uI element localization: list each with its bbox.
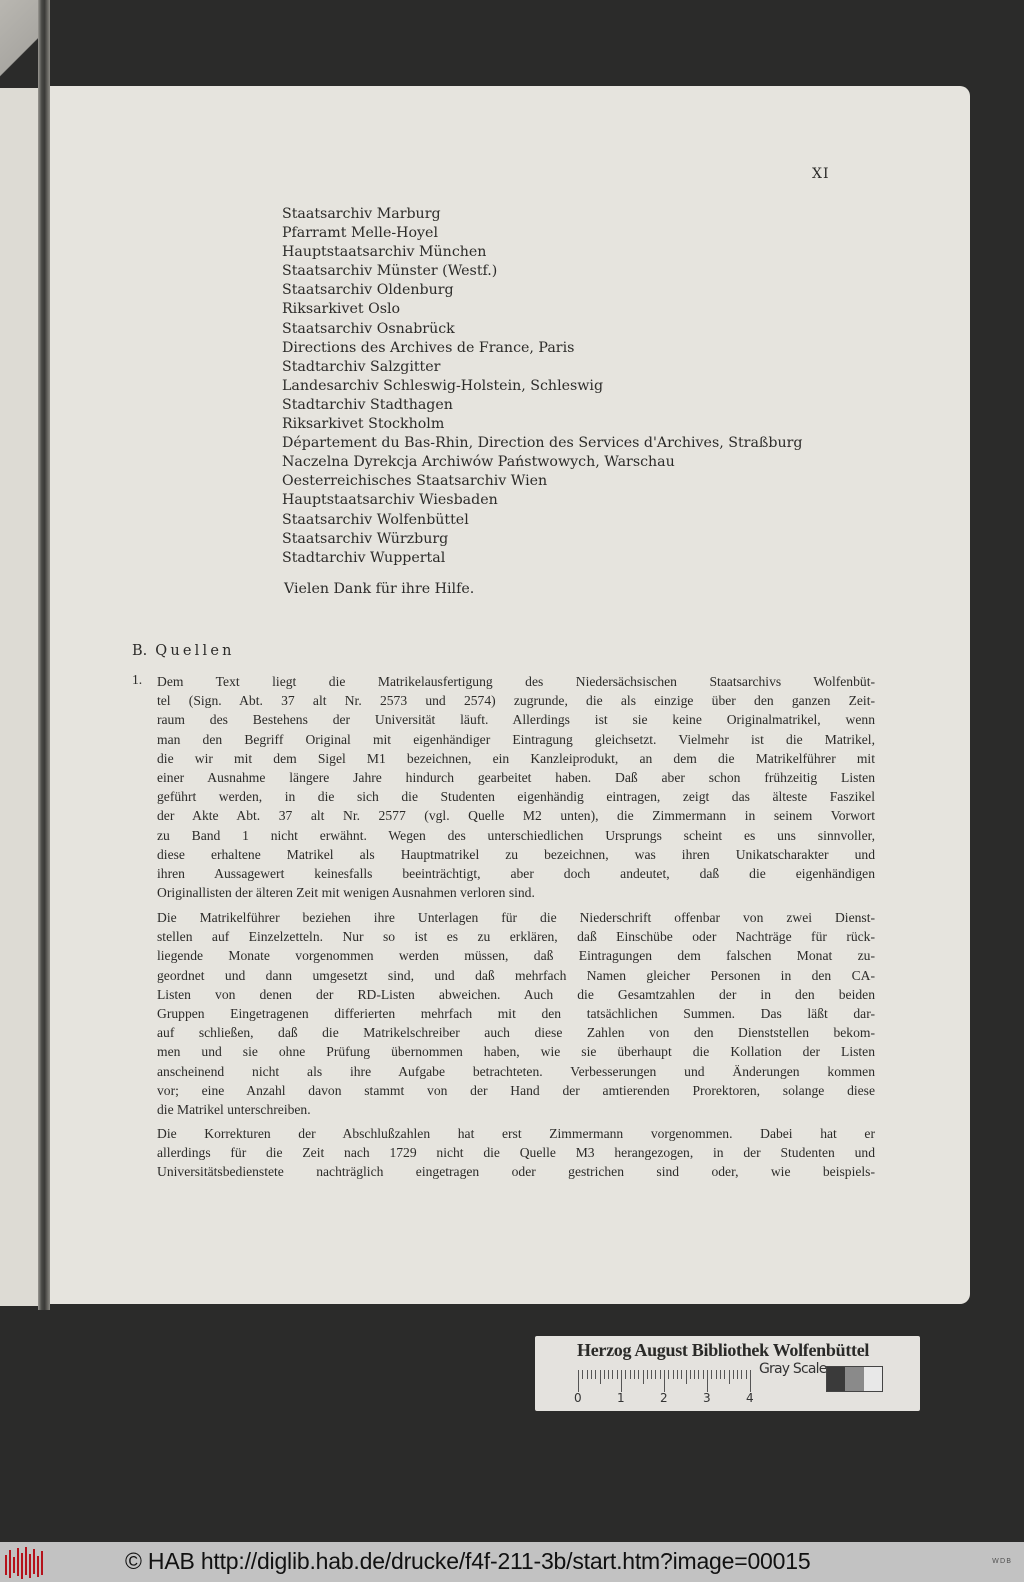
archive-item: Département du Bas-Rhin, Direction des Services d'Archives, Straßburg — [282, 435, 803, 452]
text-line: ihren Aussagewert keinesfalls beeinträchtigt, aber doch andeutet, daß die eigenhändigen — [157, 866, 875, 882]
text-line: die Matrikel unterschreiben. — [157, 1102, 311, 1118]
archive-item: Pfarramt Melle-Hoyel — [282, 225, 438, 242]
gray-dark — [827, 1367, 845, 1391]
text-line: allerdings für die Zeit nach 1729 nicht die Quelle M3 herangezogen, in der Studenten und — [157, 1145, 875, 1161]
section-letter: B. — [132, 643, 148, 659]
wdb-mark: WDB — [992, 1557, 1013, 1565]
text-line: Die Matrikelführer beziehen ihre Unterlagen für die Niederschrift offenbar von zwei Dienst- — [157, 910, 875, 925]
archive-item: Staatsarchiv Marburg — [282, 206, 441, 222]
source-url-link[interactable]: © HAB http://diglib.hab.de/drucke/f4f-211-3b/start.htm?image=00015 — [125, 1548, 811, 1574]
archive-item: Riksarkivet Oslo — [282, 301, 401, 318]
paragraph-1 — [157, 672, 875, 902]
text-line: liegende Monate vorgenommen werden müssen, daß Eintragungen dem falschen Monat zu- — [157, 948, 875, 964]
text-line: Die Korrekturen der Abschlußzahlen hat erst Zimmermann vorgenommen. Dabei hat er — [157, 1126, 875, 1141]
text-line: Universitätsbedienstete nachträglich eingetragen oder gestrichen sind oder, wie beispiels- — [157, 1164, 875, 1180]
gray-light — [864, 1367, 882, 1391]
ruler-label: 0 — [574, 1391, 582, 1405]
archive-item: Hauptstaatsarchiv Wiesbaden — [282, 492, 498, 509]
archive-item: Stadtarchiv Stadthagen — [282, 396, 453, 413]
library-title: Herzog August Bibliothek Wolfenbüttel — [577, 1340, 870, 1360]
archive-item: Staatsarchiv Münster (Westf.) — [282, 263, 498, 280]
book-gutter — [38, 0, 50, 1310]
text-line: Listen von denen der RD-Listen abweichen. Auch die Gesamtzahlen der in den beiden — [157, 986, 875, 1002]
text-line: raum des Bestehens der Universität läuft. Allerdings ist sie keine Originalmatrikel, wenn — [157, 712, 875, 728]
ruler-label: 2 — [660, 1391, 668, 1405]
archive-item: Oesterreichisches Staatsarchiv Wien — [282, 473, 548, 490]
gray-mid — [845, 1367, 863, 1391]
paragraph-3 — [157, 1124, 875, 1182]
archive-item: Naczelna Dyrekcja Archiwów Państwowych, Warschau — [282, 454, 675, 471]
section-heading — [132, 643, 235, 659]
page-number: XI — [812, 166, 830, 182]
archive-list — [282, 205, 802, 568]
text-line: geführt werden, in die sich die Studenten eigenhändig eintragen, zeigt das älteste Faszikel — [157, 789, 875, 805]
color-scale-card — [535, 1336, 920, 1411]
text-line: Dem Text liegt die Matrikelausfertigung des Niedersächsischen Staatsarchivs Wolfenbüt- — [157, 674, 875, 689]
text-line: man den Begriff Original mit eigenhändiger Eintragung gleichsetzt. Vielmehr ist die Matrikel, — [157, 731, 875, 747]
archive-item: Staatsarchiv Wolfenbüttel — [282, 511, 469, 528]
archive-item: Directions des Archives de France, Paris — [282, 339, 575, 356]
document-page — [50, 86, 970, 1304]
archive-item: Staatsarchiv Osnabrück — [282, 320, 455, 337]
text-line: anscheinend nicht als ihre Aufgabe betrachteten. Verbesserungen und Änderungen kommen — [157, 1063, 875, 1079]
archive-item: Landesarchiv Schleswig-Holstein, Schleswig — [282, 377, 604, 394]
text-line: tel (Sign. Abt. 37 alt Nr. 2573 und 2574) zugrunde, die als einzige über den ganzen Zeit- — [157, 693, 875, 709]
ruler-label: 1 — [617, 1391, 625, 1405]
ruler-labels — [573, 1391, 763, 1405]
archive-item: Riksarkivet Stockholm — [282, 416, 445, 433]
text-line: men und sie ohne Prüfung übernommen haben, wie sie überhaupt die Kollation der Listen — [157, 1044, 875, 1060]
archive-item: Stadtarchiv Salzgitter — [282, 358, 441, 375]
opposite-page-corner — [0, 0, 38, 88]
gray-scale-label: Gray Scale — [759, 1361, 827, 1377]
text-line: Gruppen Eingetragenen differierten mehrfach mit den tatsächlichen Summen. Das läßt dar- — [157, 1006, 875, 1022]
archive-item: Staatsarchiv Würzburg — [282, 530, 449, 547]
ruler-label: 4 — [746, 1391, 754, 1405]
opposite-page-edge — [0, 88, 38, 1306]
text-line: einer Ausnahme längere Jahre hindurch gearbeitet haben. Daß aber schon frühzeitig Listen — [157, 770, 875, 786]
text-line: vor; eine Anzahl davon stammt von der Hand der amtierenden Prorektoren, solange diese — [157, 1082, 875, 1098]
text-line: die wir mit dem Sigel M1 bezeichnen, ein Kanzleiprodukt, an dem die Matrikelführer mit — [157, 750, 875, 766]
footer-banner — [0, 1542, 1024, 1582]
hab-logo-icon — [3, 1545, 47, 1579]
ruler-label: 3 — [703, 1391, 711, 1405]
text-line: stellen auf Einzelzetteln. Nur so ist es zu erklären, daß Einschübe oder Nachträge für rück- — [157, 929, 875, 945]
text-line: der Akte Abt. 37 alt Nr. 2577 (vgl. Quelle M2 unten), die Zimmermann in seinem Vorwort — [157, 808, 875, 824]
section-title: Quellen — [155, 643, 235, 659]
text-line: zu Band 1 nicht erwähnt. Wegen des unterschiedlichen Ursprungs scheint es uns sinnvoller, — [157, 827, 875, 843]
text-line: Originallisten der älteren Zeit mit wenigen Ausnahmen verloren sind. — [157, 885, 535, 901]
text-line: auf schließen, daß die Matrikelschreiber auch diese Zahlen von den Dienststellen bekom- — [157, 1025, 875, 1041]
list-item-number: 1. — [132, 672, 143, 687]
archive-item: Staatsarchiv Oldenburg — [282, 282, 454, 299]
archive-item: Stadtarchiv Wuppertal — [282, 549, 446, 566]
text-line: diese erhaltene Matrikel als Hauptmatrikel zu bezeichnen, was ihren Unikatscharakter und — [157, 846, 875, 862]
ruler — [578, 1370, 750, 1392]
archive-item: Hauptstaatsarchiv München — [282, 244, 487, 261]
thanks-line: Vielen Dank für ihre Hilfe. — [284, 581, 475, 597]
gray-scale-swatch — [826, 1366, 883, 1392]
text-line: geordnet und dann umgesetzt sind, und daß mehrfach Namen gleicher Personen in den CA- — [157, 967, 875, 983]
paragraph-2 — [157, 908, 875, 1119]
